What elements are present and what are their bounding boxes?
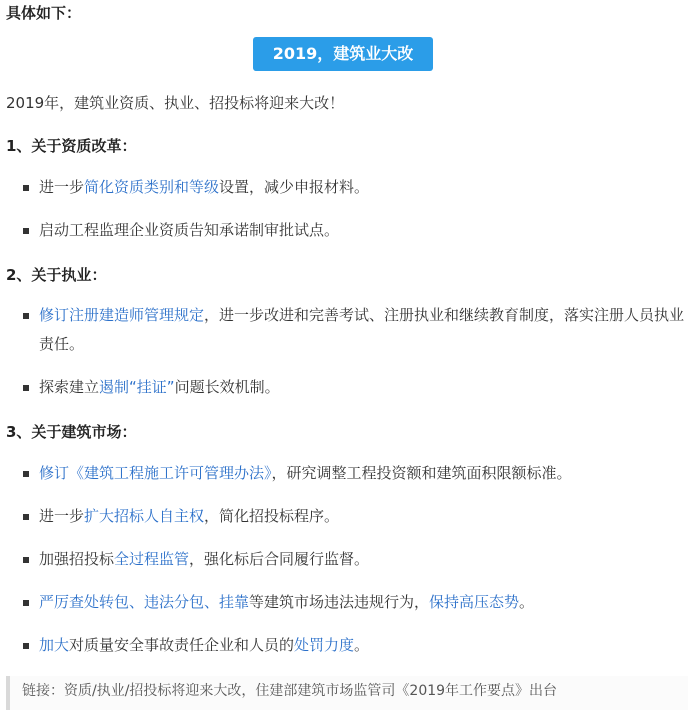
intro-text: 具体如下： — [6, 4, 82, 22]
list-item — [23, 216, 686, 245]
section-heading-market: 3、关于建筑市场： — [6, 423, 137, 441]
item-highlight: 处罚力度 — [294, 636, 355, 654]
section-heading-practice: 2、关于执业： — [6, 266, 107, 284]
footer-link-note[interactable]: 链接：资质/执业/招投标将迎来大改，住建部建筑市场监管司《2019年工作要点》出台 — [6, 676, 688, 710]
item-text: 。 — [354, 636, 370, 654]
item-text: 对质量安全事故责任企业和人员的 — [69, 636, 295, 654]
item-highlight: 保持高压态势 — [429, 593, 520, 611]
list-item — [23, 545, 686, 574]
item-text: ，研究调整工程投资额和建筑面积限额标准。 — [271, 464, 572, 482]
item-highlight: 修订注册建造师管理规定 — [39, 306, 205, 324]
title-badge: 2019，建筑业大改 — [253, 37, 433, 71]
item-text: 问题长效机制。 — [174, 378, 280, 396]
item-highlight: 加大 — [39, 636, 70, 654]
list-item — [23, 301, 686, 359]
item-highlight: 遏制“挂证” — [99, 378, 175, 396]
item-text: 等建筑市场违法违规行为， — [249, 593, 430, 611]
item-text: 设置，减少申报材料。 — [219, 178, 370, 196]
item-text: ，强化标后合同履行监督。 — [189, 550, 370, 568]
bullet-icon — [23, 185, 29, 191]
item-highlight: 修订《建筑工程施工许可管理办法》 — [39, 464, 272, 482]
item-highlight: 严厉查处转包、违法分包、挂靠 — [39, 593, 250, 611]
item-text: 。 — [519, 593, 535, 611]
bullet-icon — [23, 228, 29, 234]
bullet-icon — [23, 643, 29, 649]
list-item — [23, 588, 686, 617]
bullet-icon — [23, 471, 29, 477]
lead-paragraph: 2019年，建筑业资质、执业、招投标将迎来大改！ — [6, 94, 345, 112]
item-text: 进一步 — [39, 507, 85, 525]
item-highlight: 全过程监管 — [114, 550, 190, 568]
bullet-icon — [23, 514, 29, 520]
item-highlight: 简化资质类别和等级 — [84, 178, 220, 196]
list-item — [23, 502, 686, 531]
section-heading-qualification: 1、关于资质改革： — [6, 137, 137, 155]
item-text: 加强招投标 — [39, 550, 115, 568]
bullet-icon — [23, 313, 29, 319]
list-item — [23, 459, 686, 488]
item-text: 探索建立 — [39, 378, 100, 396]
item-highlight: 扩大招标人自主权 — [84, 507, 205, 525]
bullet-icon — [23, 600, 29, 606]
item-text: ，进一步改进和完善考试、注册执业和继续教育制度，落实注册人员执业责任。 — [39, 306, 685, 353]
list-item — [23, 173, 686, 202]
item-text: 进一步 — [39, 178, 85, 196]
bullet-icon — [23, 385, 29, 391]
item-text: 启动工程监理企业资质告知承诺制审批试点。 — [39, 221, 340, 239]
bullet-icon — [23, 557, 29, 563]
list-item — [23, 373, 686, 402]
list-item — [23, 631, 686, 660]
item-text: ，简化招投标程序。 — [204, 507, 340, 525]
